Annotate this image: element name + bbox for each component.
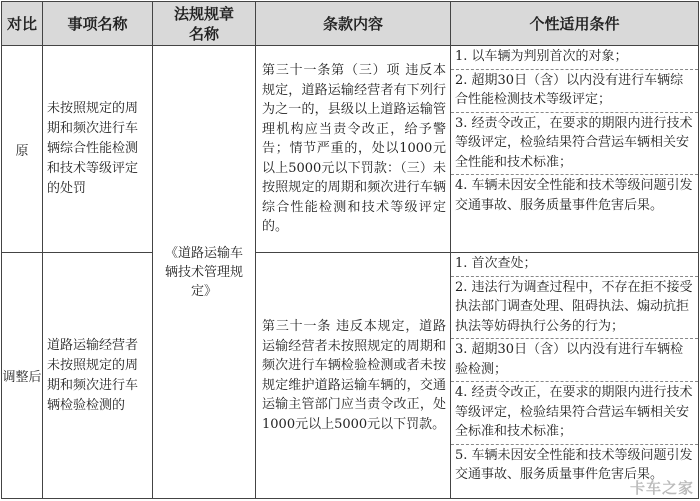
condition-item: 1. 以车辆为判别首次的对象； bbox=[451, 46, 698, 70]
table-row-original bbox=[2, 46, 699, 253]
clause-content-cell: 第三十一条 违反本规定，道路运输经营者未按照规定的周期和频次进行车辆检验检测或者未按规定维护道路运输车辆的，交通运输主管部门应当责令改正，处1000元以上5000元以下罚款。 bbox=[256, 253, 451, 499]
header-clause-content: 条款内容 bbox=[256, 2, 451, 46]
condition-item: 1. 首次查处； bbox=[451, 253, 698, 277]
header-row bbox=[2, 2, 699, 46]
condition-item: 2. 违法行为调查过程中，不存在拒不接受执法部门调查处理、阻碍执法、煽动抗拒执法等妨碍执行公务的行为； bbox=[451, 277, 698, 340]
condition-item: 4. 经责令改正，在要求的期限内进行技术等级评定，检验结果符合营运车辆相关安全标准和技术标准； bbox=[451, 382, 698, 445]
header-comparison: 对比 bbox=[2, 2, 43, 46]
condition-item: 4. 车辆未因安全性能和技术等级问题引发交通事故、服务质量事件危害后果。 bbox=[455, 178, 693, 213]
condition-item: 2. 超期30日（含）以内没有进行车辆综合性能检测技术等级评定； bbox=[451, 70, 698, 113]
row-label: 原 bbox=[2, 46, 43, 253]
watermark-logo: 卡车之家 bbox=[629, 479, 694, 497]
item-name-cell: 道路运输经营者未按照规定的周期和频次进行车辆检验检测的 bbox=[43, 253, 153, 499]
regulation-comparison-table bbox=[1, 1, 699, 499]
condition-item: 3. 超期30日（含）以内没有进行车辆检验检测； bbox=[451, 339, 698, 382]
item-name-cell: 未按照规定的周期和频次进行车辆综合性能检测和技术等级评定的处罚 bbox=[43, 46, 153, 253]
header-conditions: 个性适用条件 bbox=[451, 2, 699, 46]
header-item-name: 事项名称 bbox=[43, 2, 153, 46]
clause-content-cell: 第三十一条第（三）项 违反本规定，道路运输经营者有下列行为之一的，县级以上道路运输管理机构应当责令改正，给予警告；情节严重的，处以1000元以上5000元以下罚款：（三）未按照规定的周期和频次进行车辆综合性能检测和技术等级评定的。 bbox=[256, 46, 451, 253]
header-regulation-name-text: 法规规章 名称 bbox=[173, 4, 234, 43]
conditions-cell bbox=[451, 46, 699, 253]
condition-item: 3. 经责令改正，在要求的期限内进行技术等级评定，检验结果符合营运车辆相关安全性能和技术标准； bbox=[451, 113, 698, 176]
condition-item: 5. 车辆未因安全性能和技术等级问题引发交通事故、服务质量事件危害后果。 bbox=[455, 447, 693, 482]
regulation-name-cell: 《道路运输车辆技术管理规定》 bbox=[153, 46, 256, 499]
table-row-adjusted bbox=[2, 253, 699, 499]
conditions-cell bbox=[451, 253, 699, 499]
row-label: 调整后 bbox=[2, 253, 43, 499]
header-regulation-name bbox=[153, 2, 256, 46]
